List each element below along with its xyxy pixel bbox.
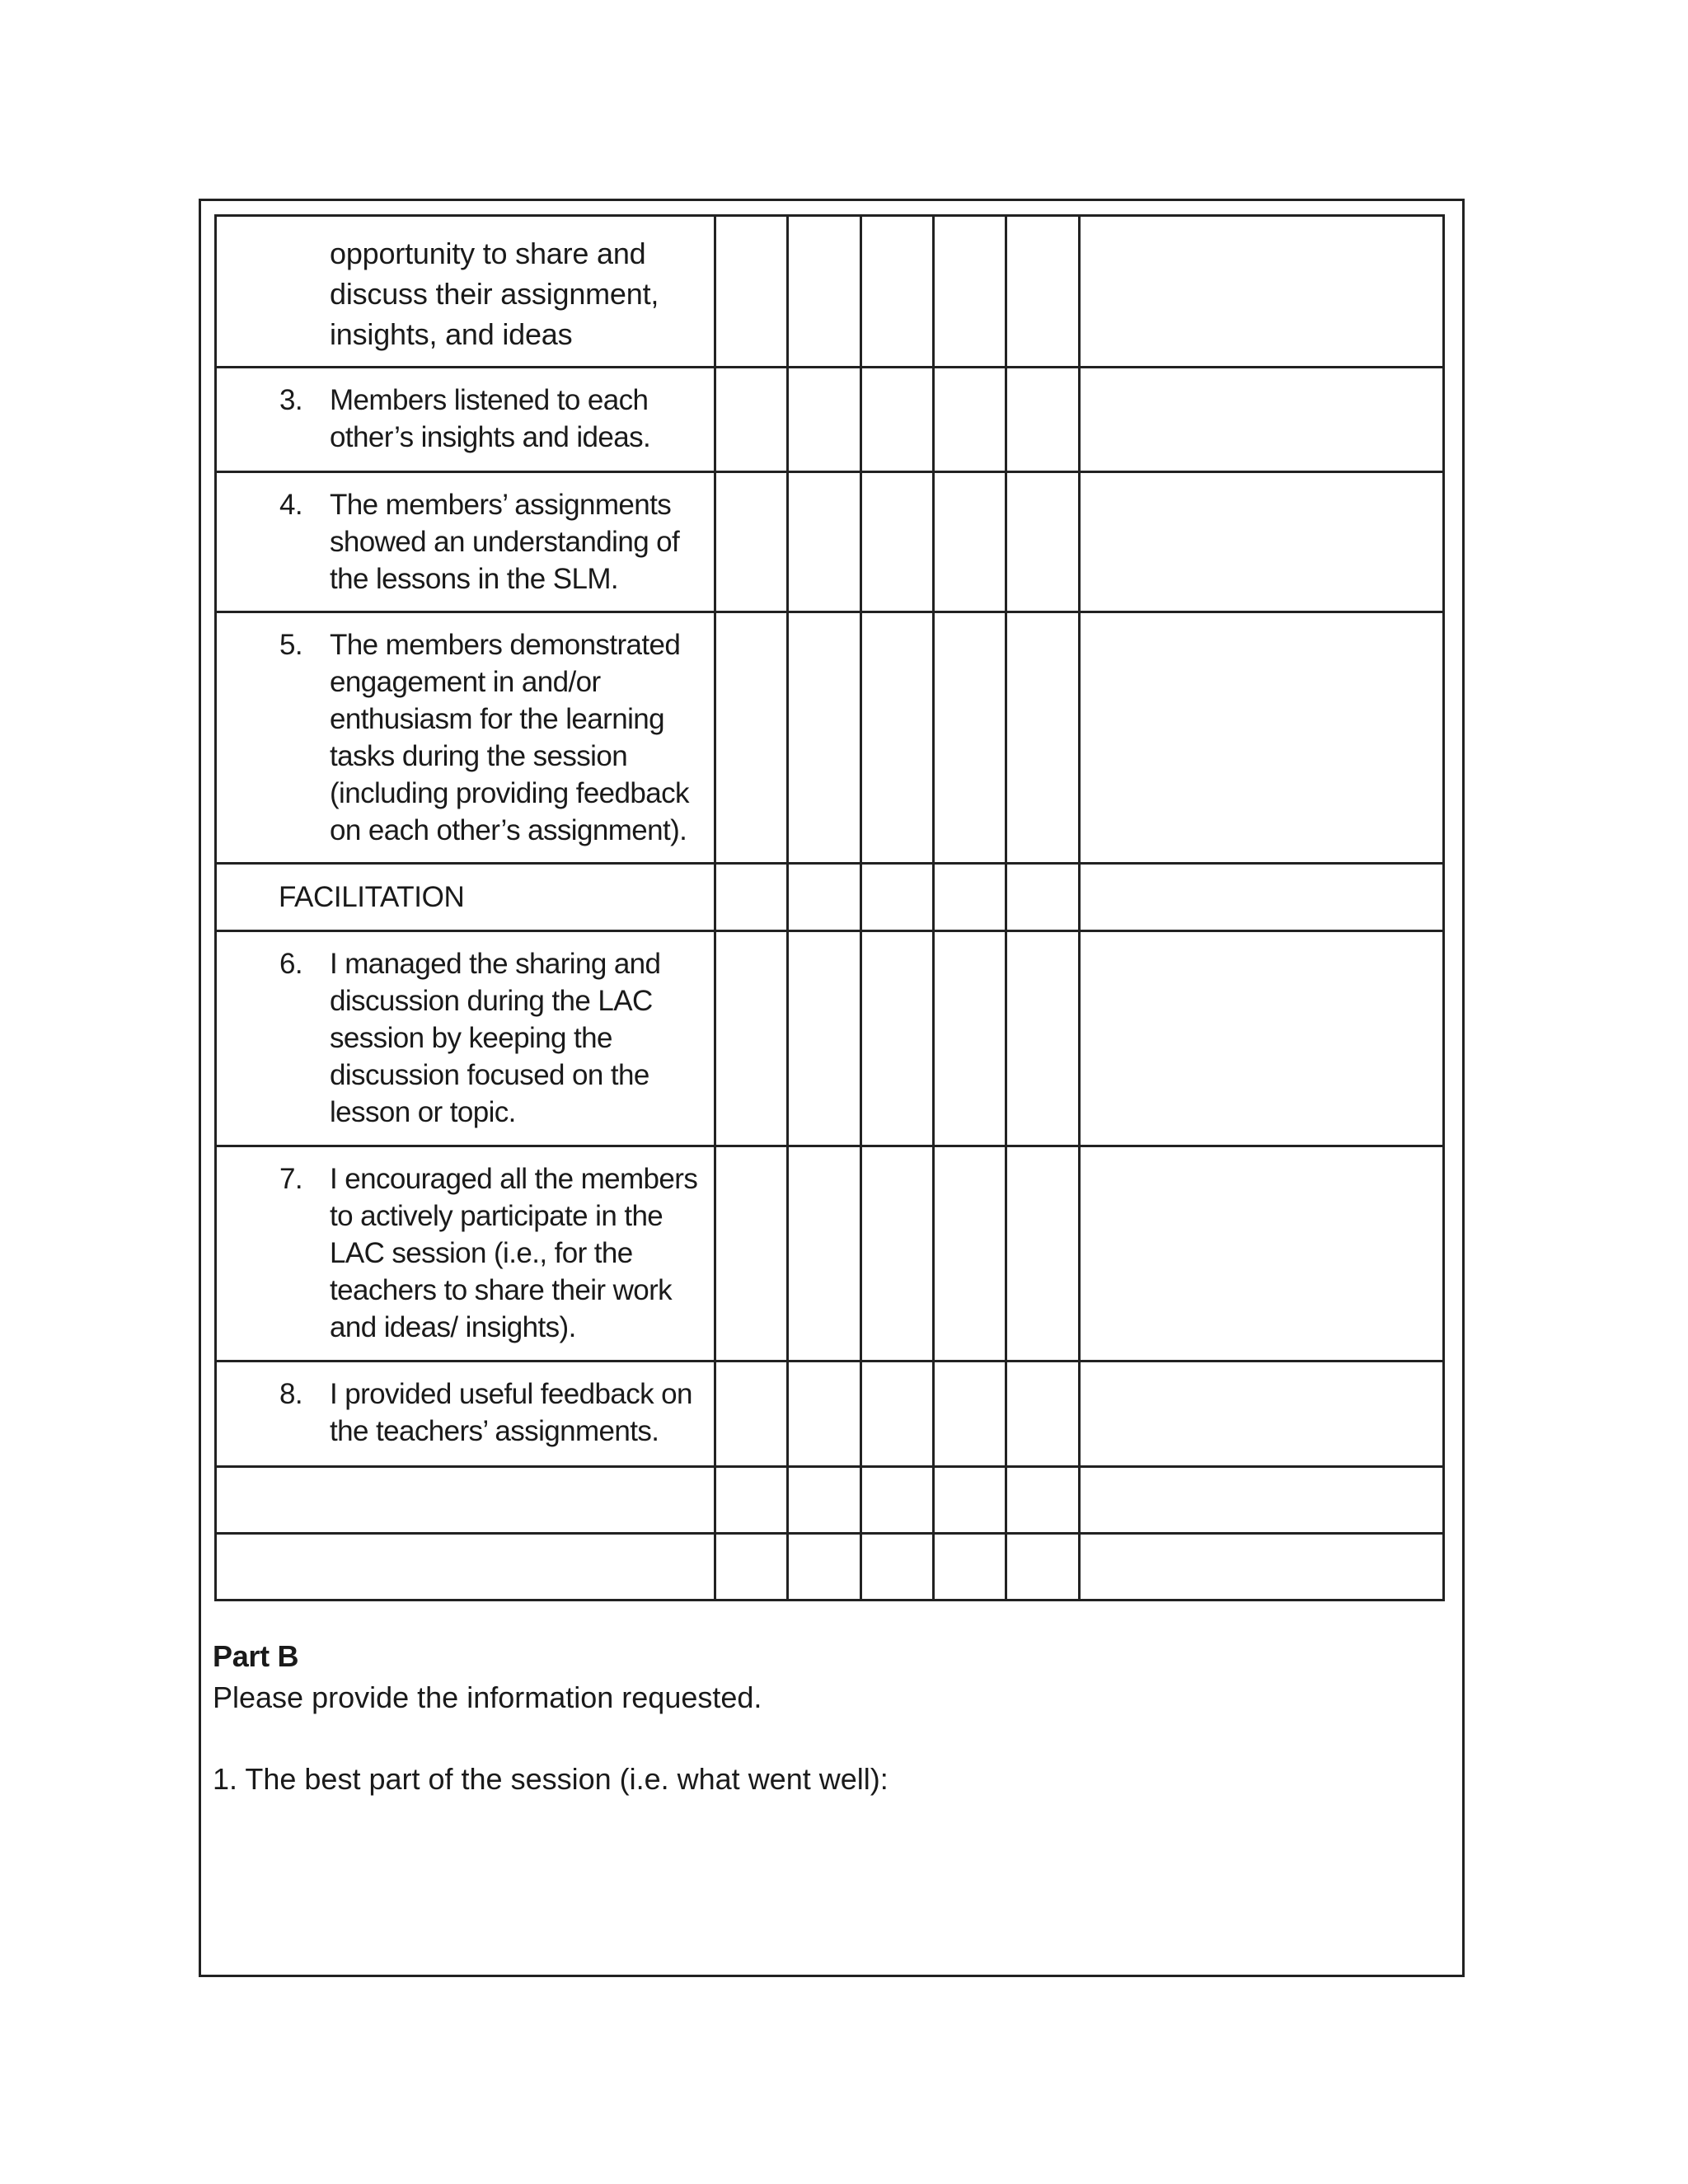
rating-cell-2[interactable]	[788, 1361, 860, 1467]
criterion-number: 4.	[279, 489, 302, 521]
rating-cell-2[interactable]	[788, 472, 860, 612]
rating-cell-3[interactable]	[860, 1146, 933, 1361]
rating-cell-5[interactable]	[1006, 1146, 1079, 1361]
rating-cell-1[interactable]	[715, 1361, 787, 1467]
table-row-item-6	[216, 931, 1444, 1146]
criterion-cell-empty[interactable]	[216, 1467, 715, 1534]
remarks-cell[interactable]	[1079, 1534, 1443, 1601]
part-b-heading: Part B	[213, 1639, 299, 1673]
criterion-text: I managed the sharing and discussion during the LAC session by keeping the discussion focused on the lesson or topic.	[330, 948, 661, 1128]
criterion-number: 5.	[279, 629, 302, 661]
section-label-cell	[216, 864, 715, 931]
rating-cell-4[interactable]	[934, 368, 1006, 472]
rating-cell-4[interactable]	[934, 472, 1006, 612]
rating-cell-2[interactable]	[788, 931, 860, 1146]
rating-cell-1[interactable]	[715, 931, 787, 1146]
criterion-number: 6.	[279, 948, 302, 980]
criterion-cell-empty[interactable]	[216, 1534, 715, 1601]
rating-cell-4[interactable]	[934, 1146, 1006, 1361]
rating-cell-4[interactable]	[934, 1361, 1006, 1467]
rating-cell-5[interactable]	[1006, 216, 1079, 368]
rating-cell-4[interactable]	[934, 216, 1006, 368]
table-row-empty	[216, 1534, 1444, 1601]
rating-cell-2[interactable]	[788, 612, 860, 864]
remarks-cell[interactable]	[1079, 1467, 1443, 1534]
table-row-item-3	[216, 368, 1444, 472]
table-row-item-4	[216, 472, 1444, 612]
table-row-empty	[216, 1467, 1444, 1534]
remarks-cell[interactable]	[1079, 216, 1443, 368]
rating-cell-3[interactable]	[860, 472, 933, 612]
table-row-item-7	[216, 1146, 1444, 1361]
rating-cell-5[interactable]	[1006, 1361, 1079, 1467]
rating-cell-3[interactable]	[860, 1361, 933, 1467]
table-row-item-8	[216, 1361, 1444, 1467]
rating-cell-1[interactable]	[715, 1146, 787, 1361]
rating-cell-4[interactable]	[934, 612, 1006, 864]
criterion-cell	[216, 368, 715, 472]
remarks-cell[interactable]	[1079, 472, 1443, 612]
rating-cell-5[interactable]	[1006, 368, 1079, 472]
rating-cell-2[interactable]	[788, 1146, 860, 1361]
rating-cell-1[interactable]	[715, 472, 787, 612]
criterion-cell	[216, 612, 715, 864]
table-row-facilitation-header	[216, 864, 1444, 931]
rating-cell-2[interactable]	[788, 368, 860, 472]
rating-cell-4[interactable]	[934, 1534, 1006, 1601]
criterion-number: 8.	[279, 1378, 302, 1410]
criterion-text: opportunity to share and discuss their assignment, insights, and ideas	[330, 237, 659, 351]
rating-cell-3[interactable]	[860, 1467, 933, 1534]
rating-cell-4	[934, 864, 1006, 931]
criterion-text: Members listened to each other’s insights and ideas.	[330, 384, 651, 453]
criterion-number: 7.	[279, 1163, 302, 1195]
remarks-cell[interactable]	[1079, 1361, 1443, 1467]
criterion-text: The members demonstrated engagement in and/or enthusiasm for the learning tasks during the session (including providing feedback on each other’s assignment).	[330, 629, 689, 846]
criterion-cell	[216, 931, 715, 1146]
criterion-cell	[216, 1146, 715, 1361]
rating-cell-1[interactable]	[715, 216, 787, 368]
rating-cell-5[interactable]	[1006, 1534, 1079, 1601]
remarks-cell	[1079, 864, 1443, 931]
remarks-cell[interactable]	[1079, 1146, 1443, 1361]
remarks-cell[interactable]	[1079, 612, 1443, 864]
rating-cell-2[interactable]	[788, 1534, 860, 1601]
rating-cell-2[interactable]	[788, 216, 860, 368]
part-b-instruction: Please provide the information requested.	[213, 1680, 762, 1714]
part-b-section	[213, 1636, 1432, 1800]
remarks-cell[interactable]	[1079, 368, 1443, 472]
rating-cell-5[interactable]	[1006, 612, 1079, 864]
rating-cell-3[interactable]	[860, 216, 933, 368]
rating-cell-1[interactable]	[715, 1534, 787, 1601]
rating-cell-2	[788, 864, 860, 931]
criterion-cell	[216, 472, 715, 612]
criterion-text: I provided useful feedback on the teachers’ assignments.	[330, 1378, 692, 1447]
criterion-cell	[216, 1361, 715, 1467]
criterion-number: 3.	[279, 384, 302, 416]
section-label-facilitation: FACILITATION	[279, 880, 465, 913]
remarks-cell[interactable]	[1079, 931, 1443, 1146]
rating-cell-5[interactable]	[1006, 931, 1079, 1146]
table-row-item-5	[216, 612, 1444, 864]
rating-cell-5[interactable]	[1006, 1467, 1079, 1534]
rating-cell-3[interactable]	[860, 368, 933, 472]
criterion-text: The members’ assignments showed an understanding of the lessons in the SLM.	[330, 489, 680, 595]
rating-cell-1[interactable]	[715, 368, 787, 472]
rating-cell-4[interactable]	[934, 1467, 1006, 1534]
rating-cell-1[interactable]	[715, 1467, 787, 1534]
criterion-cell	[216, 216, 715, 368]
rating-cell-3	[860, 864, 933, 931]
rating-cell-3[interactable]	[860, 1534, 933, 1601]
rating-cell-3[interactable]	[860, 931, 933, 1146]
criterion-text: I encouraged all the members to actively participate in the LAC session (i.e., for the teachers to share their work and ideas/ insights).	[330, 1163, 698, 1343]
evaluation-table	[214, 214, 1445, 1601]
rating-cell-3[interactable]	[860, 612, 933, 864]
part-b-question-1: 1. The best part of the session (i.e. what went well):	[213, 1762, 889, 1796]
rating-cell-2[interactable]	[788, 1467, 860, 1534]
table-row-item-2-continued	[216, 216, 1444, 368]
rating-cell-5	[1006, 864, 1079, 931]
rating-cell-1[interactable]	[715, 612, 787, 864]
rating-cell-4[interactable]	[934, 931, 1006, 1146]
rating-cell-5[interactable]	[1006, 472, 1079, 612]
rating-cell-1	[715, 864, 787, 931]
